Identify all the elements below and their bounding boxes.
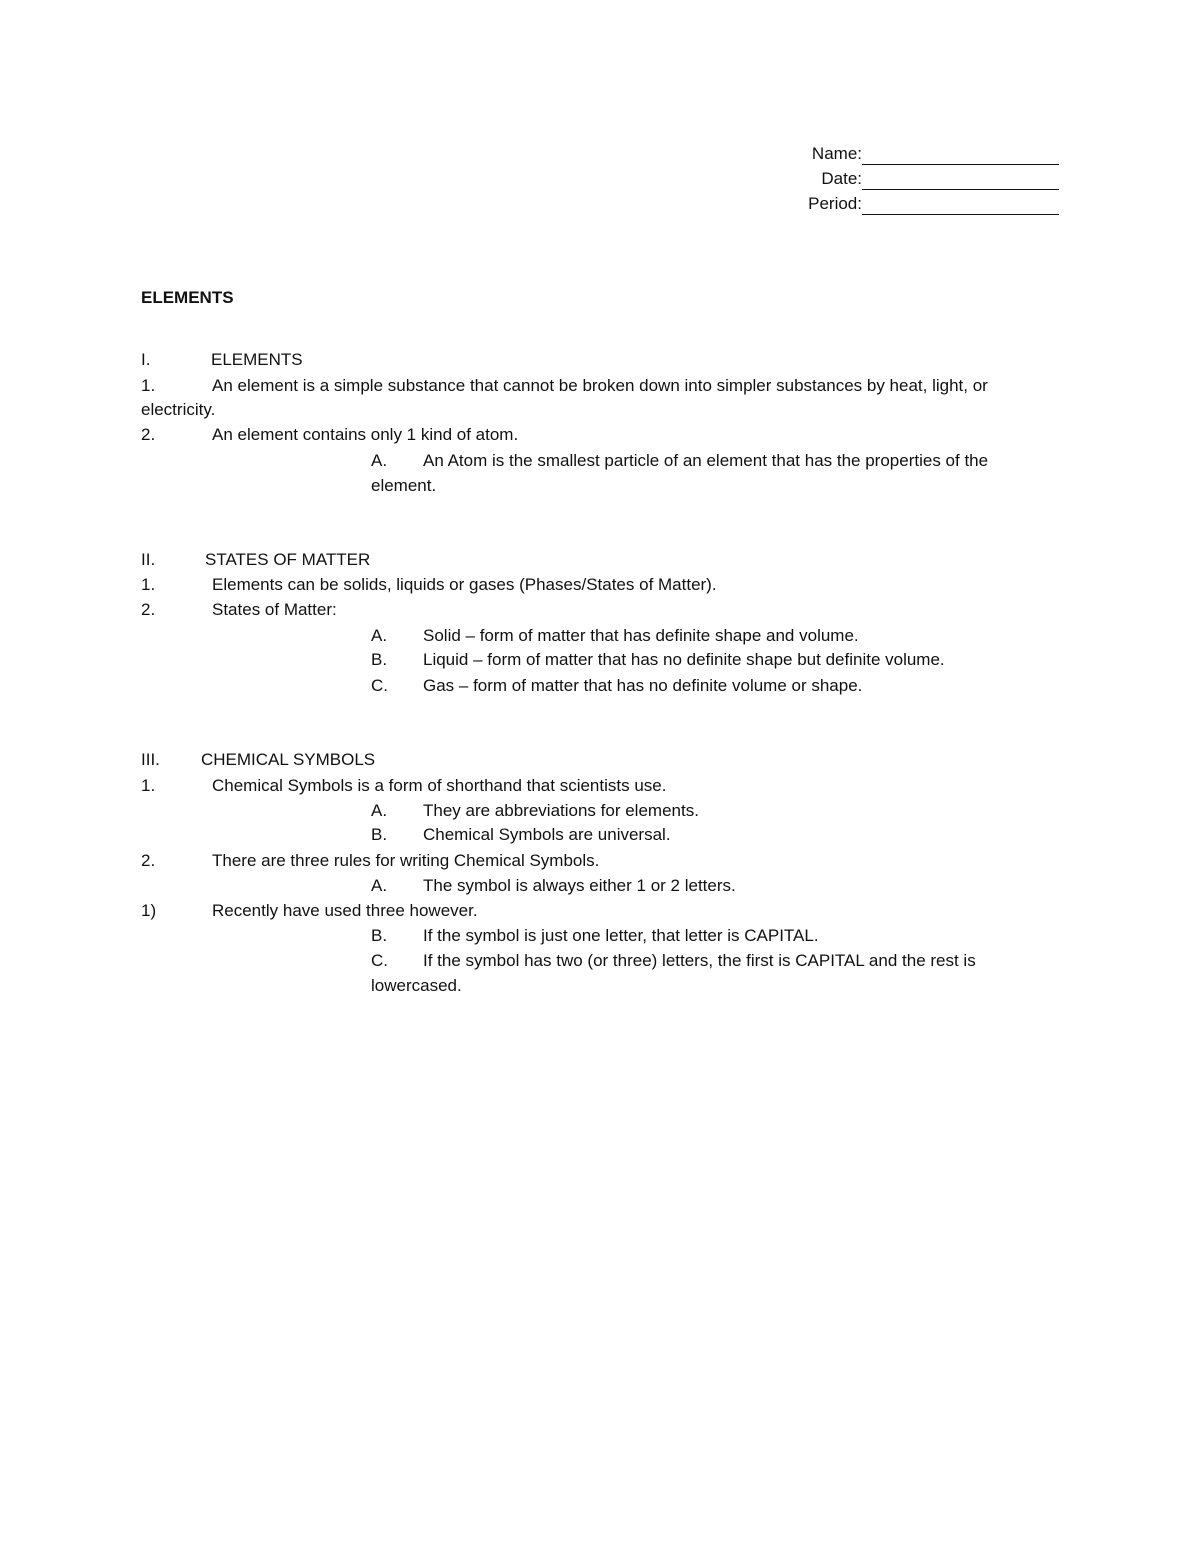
name-field-row [740,140,1060,165]
item-marker: 2. [141,851,156,870]
item-marker: 1. [141,575,156,594]
item-marker: B. [371,926,388,945]
item-text: Liquid – form of matter that has no definite shape but definite volume. [423,650,945,669]
date-field-row [740,165,1060,190]
section-heading-text: ELEMENTS [211,350,303,369]
item-marker: A. [371,876,388,895]
period-blank-line [862,196,1059,215]
name-blank-line [862,146,1059,165]
item-text: Recently have used three however. [212,901,478,920]
item-text: An element contains only 1 kind of atom. [212,425,519,444]
item-text: The symbol is always either 1 or 2 letters. [423,876,736,895]
item-marker: A. [371,626,388,645]
period-label: Period: [808,194,862,213]
item-text: An Atom is the smallest particle of an element that has the properties of the [423,451,989,470]
item-text: lowercased. [371,976,462,995]
item-marker: 1) [141,901,157,920]
item-marker: 1. [141,776,156,795]
item-text: Chemical Symbols are universal. [423,825,671,844]
item-text: electricity. [141,400,216,419]
item-text: If the symbol is just one letter, that letter is CAPITAL. [423,926,819,945]
item-text: Chemical Symbols is a form of shorthand that scientists use. [212,776,667,795]
item-text: There are three rules for writing Chemical Symbols. [212,851,600,870]
item-marker: 1. [141,376,156,395]
item-marker: A. [371,451,388,470]
section-heading-text: STATES OF MATTER [205,550,371,569]
item-marker: A. [371,801,388,820]
item-marker: C. [371,951,388,970]
item-text: If the symbol has two (or three) letters, the first is CAPITAL and the rest is [423,951,976,970]
item-text: States of Matter: [212,600,337,619]
section-numeral: I. [141,350,151,369]
item-text: An element is a simple substance that cannot be broken down into simpler substances by heat, light, or [212,376,988,395]
document-title: ELEMENTS [141,288,234,307]
student-info-fields [740,140,1060,215]
section-heading-text: CHEMICAL SYMBOLS [201,750,376,769]
item-marker: C. [371,676,388,695]
section-numeral: II. [141,550,156,569]
item-text: Elements can be solids, liquids or gases (Phases/States of Matter). [212,575,717,594]
item-marker: 2. [141,425,156,444]
period-field-row [740,190,1060,215]
item-marker: B. [371,650,388,669]
section-numeral: III. [141,750,160,769]
item-text: Solid – form of matter that has definite shape and volume. [423,626,859,645]
item-marker: 2. [141,600,156,619]
item-marker: B. [371,825,388,844]
date-label: Date: [821,169,862,188]
item-text: Gas – form of matter that has no definite volume or shape. [423,676,863,695]
item-text: element. [371,476,437,495]
date-blank-line [862,171,1059,190]
item-text: They are abbreviations for elements. [423,801,699,820]
name-label: Name: [811,144,862,163]
